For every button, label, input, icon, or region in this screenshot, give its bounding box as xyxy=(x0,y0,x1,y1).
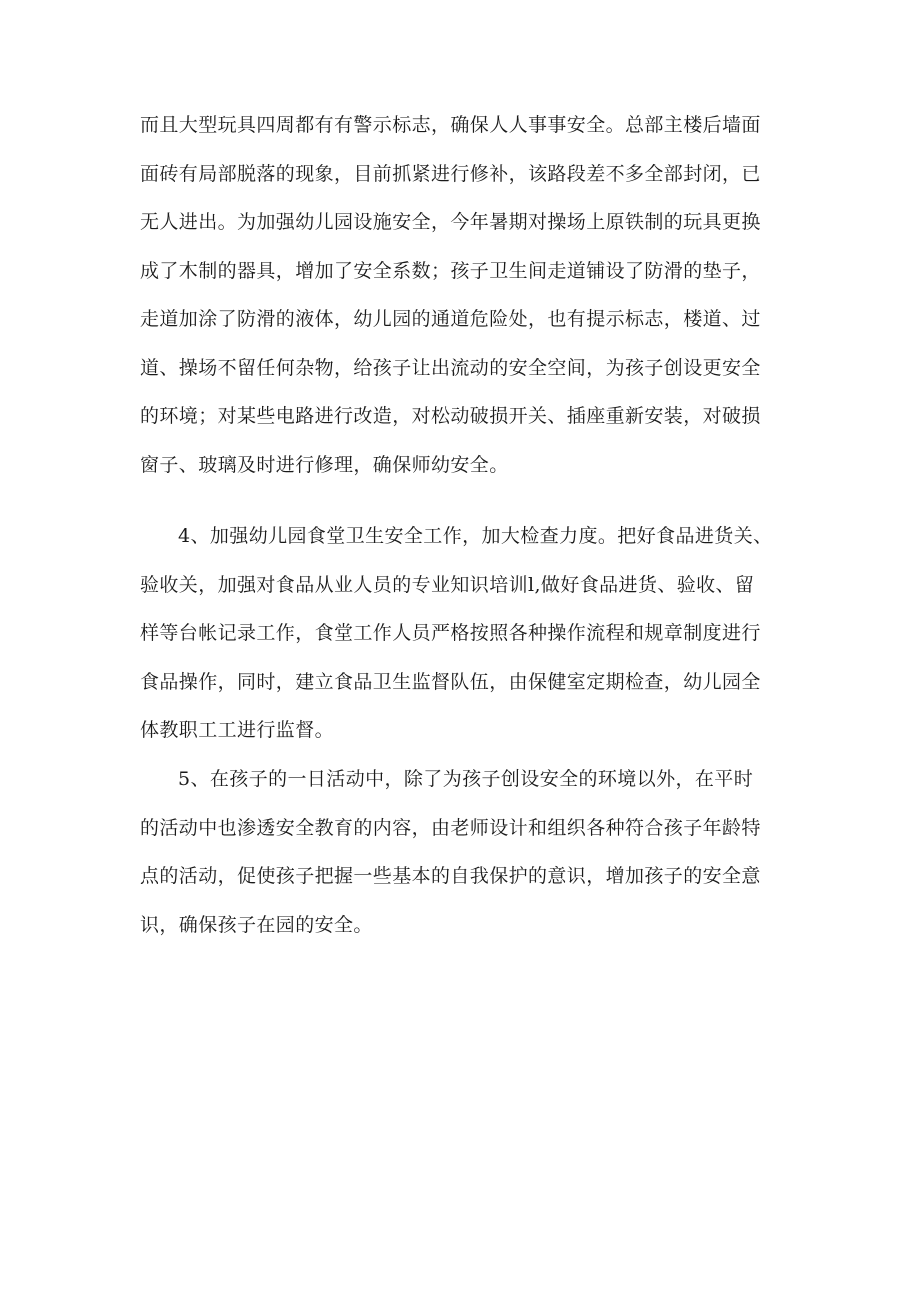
text-line: 验收关，加强对食品从业人员的专业知识培训l,做好食品进货、验收、留 xyxy=(140,574,755,596)
text-line: 的活动中也渗透安全教育的内容，由老师设计和组织各种符合孩子年龄特 xyxy=(140,817,761,839)
text-line: 成了木制的器具，增加了安全系数；孩子卫生间走道铺设了防滑的垫子， xyxy=(140,260,761,282)
text-line: 点的活动，促使孩子把握一些基本的自我保护的意识，增加孩子的安全意 xyxy=(140,865,761,887)
text-line: 体教职工工进行监督。 xyxy=(140,719,335,741)
text-line: 窗子、玻璃及时进行修理，确保师幼安全。 xyxy=(140,454,509,476)
text-line: 走道加涂了防滑的液体，幼儿园的通道危险处，也有提示标志，楼道、过 xyxy=(140,308,761,330)
text-line: 样等台帐记录工作，食堂工作人员严格按照各种操作流程和规章制度进行 xyxy=(140,622,761,644)
text-line: 识，确保孩子在园的安全。 xyxy=(140,914,373,936)
text-line: 的环境；对某些电路进行改造，对松动破损开关、插座重新安装，对破损 xyxy=(140,405,761,427)
text-line: 5、在孩子的一日活动中，除了为孩子创设安全的环境以外，在平时 xyxy=(178,768,754,790)
text-line: 而且大型玩具四周都有有警示标志，确保人人事事安全。总部主楼后墙面 xyxy=(140,114,761,136)
text-line: 面砖有局部脱落的现象，目前抓紧进行修补，该路段差不多全部封闭，已 xyxy=(140,163,761,185)
text-line: 无人进出。为加强幼儿园设施安全，今年暑期对操场上原铁制的玩具更换 xyxy=(140,211,761,233)
text-line: 道、操场不留任何杂物，给孩子让出流动的安全空间，为孩子创设更安全 xyxy=(140,357,761,379)
text-line: 4、加强幼儿园食堂卫生安全工作，加大检查力度。把好食品进货关、 xyxy=(178,525,773,547)
text-line: 食品操作，同时，建立食品卫生监督队伍，由保健室定期检查，幼儿园全 xyxy=(140,671,761,693)
